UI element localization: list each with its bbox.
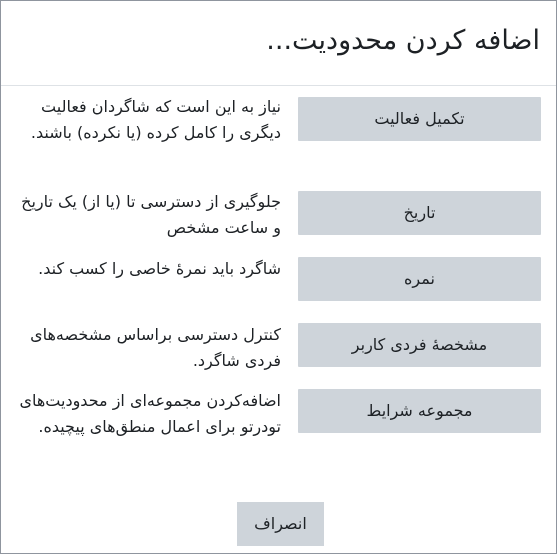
grade-button[interactable]: نمره	[298, 257, 541, 301]
user-profile-description: کنترل دسترسی براساس مشخصه‌های فردی شاگرد.	[30, 325, 281, 370]
activity-completion-description: نیاز به این است که شاگردان فعالیت دیگری را کامل کرده (یا نکرده) باشند.	[30, 97, 281, 142]
date-description: جلوگیری از دسترسی تا (یا از) یک تاریخ و ساعت مشخص	[21, 192, 281, 237]
restriction-set-button[interactable]: مجموعه شرایط	[298, 389, 541, 433]
grade-description: شاگرد باید نمرهٔ خاصی را کسب کند.	[38, 259, 281, 278]
cancel-button[interactable]: انصراف	[237, 502, 324, 546]
restriction-set-description: اضافه‌کردن مجموعه‌ای از محدودیت‌های تودرتو برای اعمال منطق‌های پیچیده.	[19, 391, 281, 436]
activity-completion-button[interactable]: تکمیل فعالیت	[298, 97, 541, 141]
user-profile-button[interactable]: مشخصهٔ فردی کاربر	[298, 323, 541, 367]
dialog-footer	[1, 489, 556, 554]
dialog-header	[1, 1, 556, 86]
dialog-title: اضافه کردن محدودیت...	[266, 25, 540, 56]
date-button[interactable]: تاریخ	[298, 191, 541, 235]
